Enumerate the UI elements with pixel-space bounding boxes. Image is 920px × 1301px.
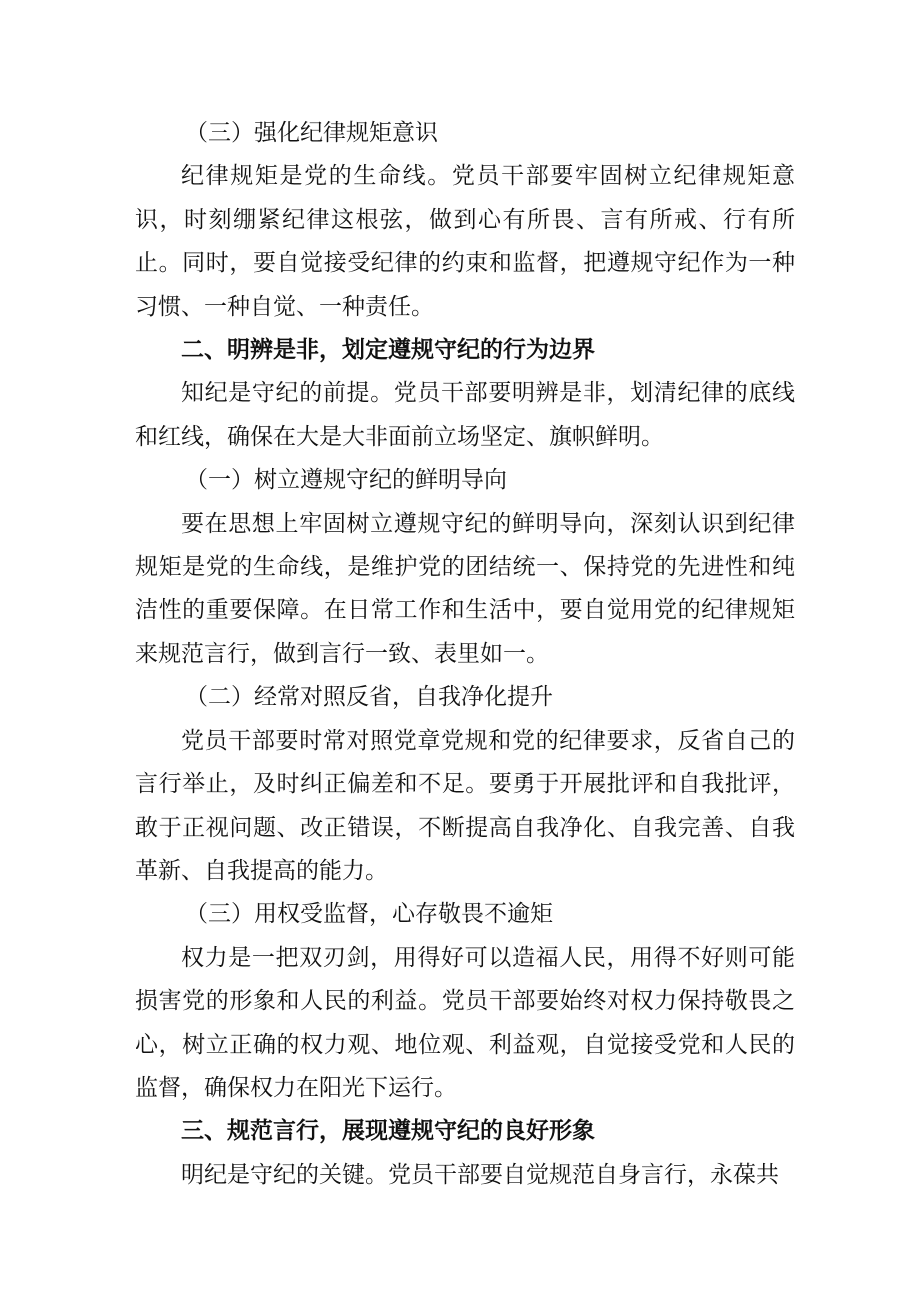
section-heading-3: 三、规范言行，展现遵规守纪的良好形象 [181, 1118, 595, 1145]
subheading-power-supervision: （三）用权受监督，心存敬畏不逾矩 [185, 901, 553, 928]
paragraph-clear-orientation: 要在思想上牢固树立遵规守纪的鲜明导向，深刻认识到纪律规矩是党的生命线，是维护党的团结统一、保持党的先进性和纯洁性的重要保障。在日常工作和生活中，要自觉用党的纪律规矩来规范言行，做到言行一致、表里如一。 [135, 510, 795, 667]
paragraph-discipline-lifeline: 纪律规矩是党的生命线。党员干部要牢固树立纪律规矩意识，时刻绷紧纪律这根弦，做到心有所畏、言有所戒、行有所止。同时，要自觉接受纪律的约束和监督，把遵规守纪作为一种习惯、一种自觉、一种责任。 [135, 163, 795, 320]
subheading-clear-orientation: （一）树立遵规守纪的鲜明导向 [185, 467, 507, 494]
subheading-strengthen-discipline-awareness: （三）强化纪律规矩意识 [185, 120, 438, 146]
subheading-self-reflection: （二）经常对照反省，自我净化提升 [185, 684, 553, 711]
paragraph-self-reflection: 党员干部要时常对照党章党规和党的纪律要求，反省自己的言行举止，及时纠正偏差和不足。要勇于开展批评和自我批评，敢于正视问题、改正错误，不断提高自我净化、自我完善、自我革新、自我提高的能力。 [135, 727, 795, 884]
paragraph-clarify-discipline: 明纪是守纪的关键。党员干部要自觉规范自身言行，永葆共 [181, 1161, 779, 1188]
paragraph-know-discipline: 知纪是守纪的前提。党员干部要明辨是非，划清纪律的底线和红线，确保在大是大非面前立场坚定、旗帜鲜明。 [135, 380, 795, 450]
paragraph-power-supervision: 权力是一把双刃剑，用得好可以造福人民，用得不好则可能损害党的形象和人民的利益。党员干部要始终对权力保持敬畏之心，树立正确的权力观、地位观、利益观，自觉接受党和人民的监督，确保权力在阳光下运行。 [135, 944, 795, 1101]
section-heading-2: 二、明辨是非，划定遵规守纪的行为边界 [181, 337, 595, 364]
